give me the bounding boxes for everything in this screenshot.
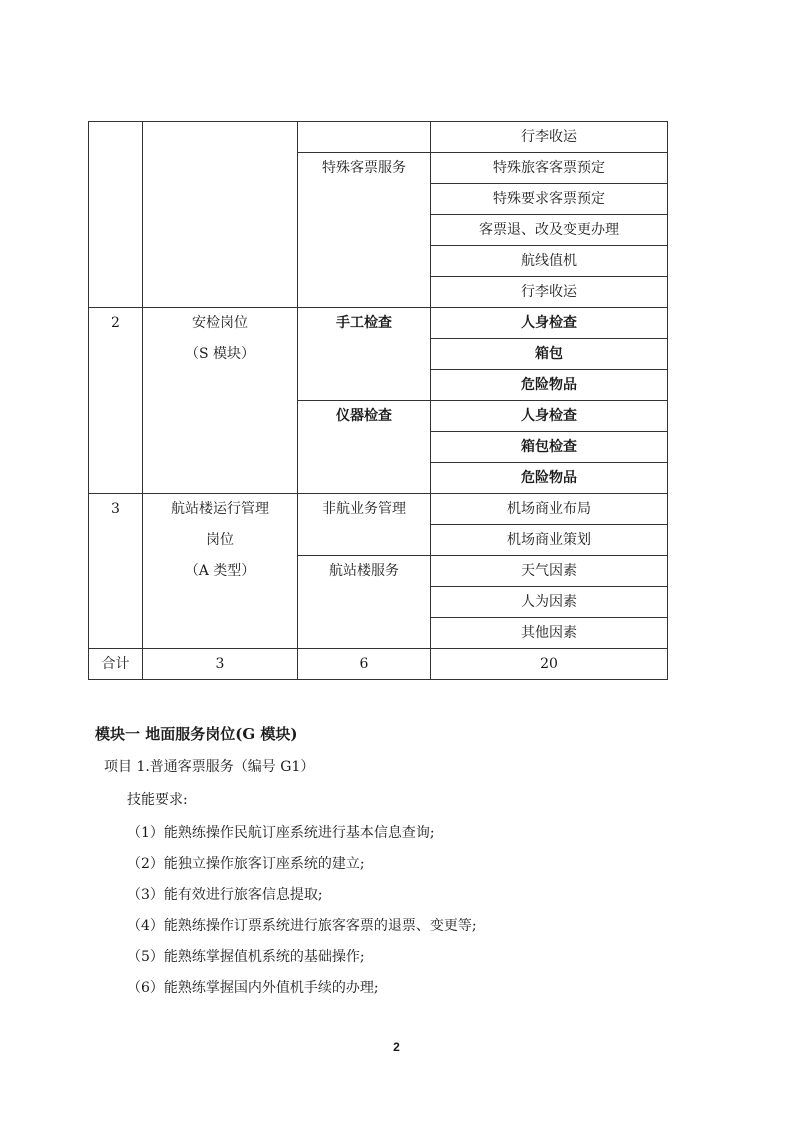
item-cell: 特殊旅客客票预定: [431, 153, 668, 184]
item-cell: 箱包检查: [431, 432, 668, 463]
item-cell: 机场商业策划: [431, 525, 668, 556]
item-cell: 特殊要求客票预定: [431, 184, 668, 215]
subcategory-cell: 特殊客票服务: [298, 153, 431, 308]
requirement-item: （1）能熟练操作民航订座系统进行基本信息查询;: [127, 825, 435, 841]
requirement-item: （3）能有效进行旅客信息提取;: [127, 887, 323, 903]
item-cell: 人为因素: [431, 587, 668, 618]
number-cell: 2: [89, 308, 143, 494]
requirement-item: （6）能熟练掌握国内外值机手续的办理;: [127, 980, 379, 996]
project-title: 项目 1.普通客票服务（编号 G1）: [104, 759, 315, 775]
position-line: （A 类型）: [184, 563, 256, 579]
item-cell: 其他因素: [431, 618, 668, 649]
position-cell: [143, 122, 298, 308]
table-row: [89, 308, 668, 339]
requirement-item: （2）能独立操作旅客订座系统的建立;: [127, 856, 365, 872]
item-cell: 机场商业布局: [431, 494, 668, 525]
position-cell: [143, 494, 298, 649]
subcategory-cell: 非航业务管理: [298, 494, 431, 556]
position-cell: [143, 308, 298, 494]
page-number: 2: [393, 1040, 400, 1054]
position-line: （S 模块）: [184, 346, 256, 362]
item-cell: 人身检查: [431, 401, 668, 432]
total-row: [89, 649, 668, 680]
number-cell: [89, 122, 143, 308]
requirement-item: （5）能熟练掌握值机系统的基础操作;: [127, 949, 365, 965]
requirements-label: 技能要求:: [127, 792, 188, 808]
item-cell: 行李收运: [431, 122, 668, 153]
table-row: [89, 494, 668, 525]
item-cell: 危险物品: [431, 463, 668, 494]
position-line: 岗位: [206, 532, 234, 548]
table-row: [89, 122, 668, 153]
module-title: 模块一 地面服务岗位(G 模块): [95, 725, 298, 743]
item-cell: 箱包: [431, 339, 668, 370]
total-items: 20: [431, 649, 668, 680]
subcategory-cell: 航站楼服务: [298, 556, 431, 649]
item-cell: 客票退、改及变更办理: [431, 215, 668, 246]
position-line: 航站楼运行管理: [171, 501, 269, 517]
position-line: 安检岗位: [192, 315, 248, 331]
subcategory-cell: 手工检查: [298, 308, 431, 401]
requirement-item: （4）能熟练操作订票系统进行旅客客票的退票、变更等;: [127, 918, 477, 934]
total-label: 合计: [89, 649, 143, 680]
item-cell: 航线值机: [431, 246, 668, 277]
total-positions: 3: [143, 649, 298, 680]
item-cell: 行李收运: [431, 277, 668, 308]
number-cell: 3: [89, 494, 143, 649]
item-cell: 危险物品: [431, 370, 668, 401]
subcategory-cell: 仪器检查: [298, 401, 431, 494]
subcategory-cell: [298, 122, 431, 153]
skills-table: [88, 121, 668, 680]
total-categories: 6: [298, 649, 431, 680]
item-cell: 人身检查: [431, 308, 668, 339]
item-cell: 天气因素: [431, 556, 668, 587]
